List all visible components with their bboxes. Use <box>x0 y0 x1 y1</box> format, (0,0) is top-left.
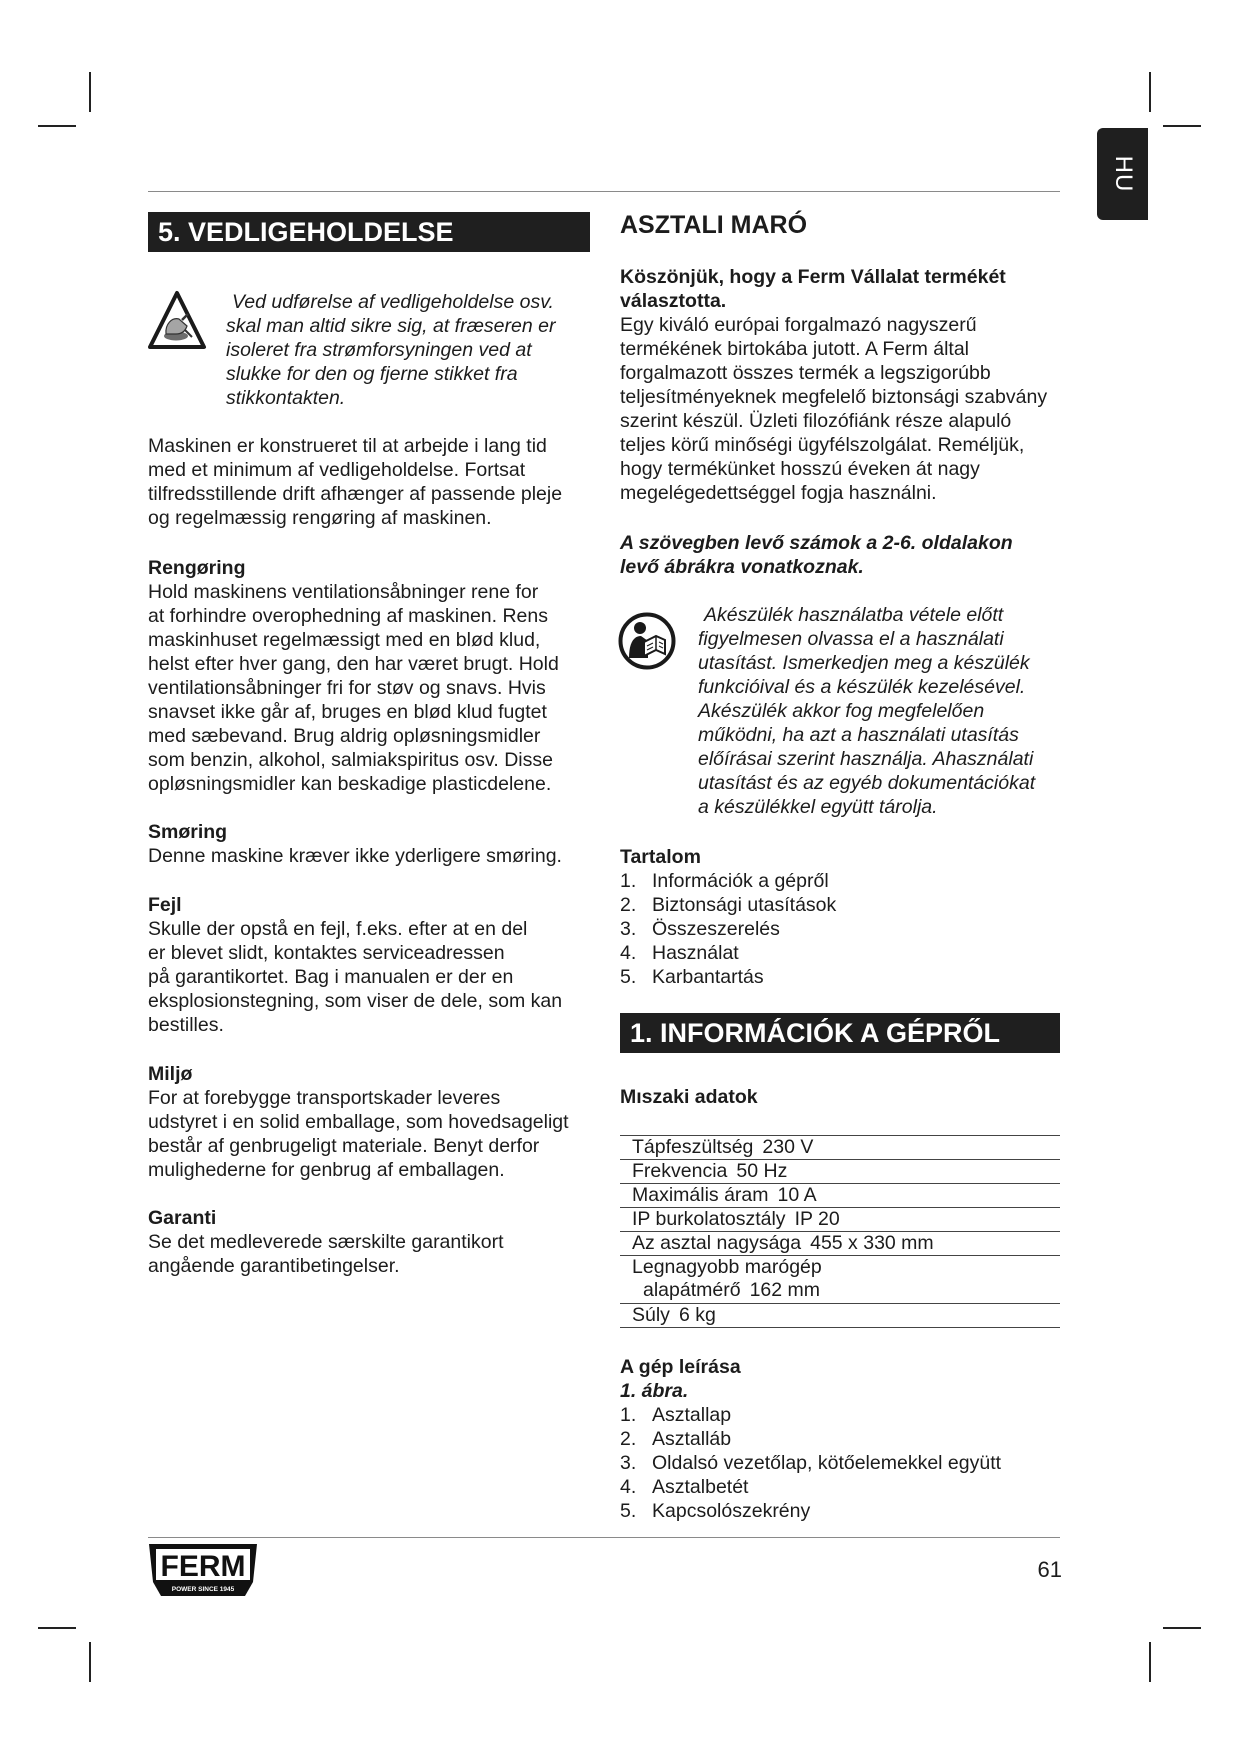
paragraph-line: Hold maskinens ventilationsåbninger rene for <box>148 581 539 603</box>
section-heading: Smøring <box>148 821 228 843</box>
maintenance-intro <box>148 434 562 530</box>
read-manual-icon <box>617 611 677 676</box>
section-faults <box>148 893 562 1037</box>
section-heading: Rengøring <box>148 557 246 579</box>
notice-line: funkcióival és a készülék kezelésével. <box>698 676 1026 698</box>
spec-label: Maximális áram <box>632 1184 769 1206</box>
paragraph-line: med et minimum af vedligeholdelse. Fortsat <box>148 459 526 481</box>
list-number: 2. <box>620 894 637 916</box>
thanks-line: választotta. <box>620 290 727 312</box>
logo-wordmark: FERM <box>160 1550 246 1583</box>
spec-value: 50 Hz <box>736 1160 788 1182</box>
list-item <box>620 1499 1001 1523</box>
crop-mark <box>1149 72 1151 112</box>
spec-label: IP burkolatosztály <box>632 1208 786 1230</box>
warning-triangle-icon <box>146 289 208 358</box>
table-row <box>620 1304 1060 1328</box>
paragraph-line: som benzin, alkohol, salmiakspiritus osv. Disse <box>148 749 553 771</box>
notice-line: működni, ha azt a használati utasítás <box>698 724 1019 746</box>
list-item <box>620 1451 1001 1475</box>
paragraph-line: Egy kiváló európai forgalmazó nagyszerű <box>620 314 977 336</box>
paragraph-line: helst efter hver gang, den har været brugt. Hold <box>148 653 559 675</box>
spec-label: Legnagyobb marógép <box>632 1256 822 1278</box>
paragraph-line: ventilationsåbninger fri for støv og snavs. Hvis <box>148 677 546 699</box>
list-item <box>620 1403 1001 1427</box>
spec-value: 10 A <box>777 1184 817 1206</box>
list-text: Karbantartás <box>652 966 764 988</box>
spec-value: 230 V <box>762 1136 814 1158</box>
paragraph-line: Skulle der opstå en fejl, f.eks. efter at en del <box>148 918 528 940</box>
notice-line: utasítást és az egyéb dokumentációkat <box>698 772 1036 794</box>
description-heading: A gép leírása <box>620 1356 741 1378</box>
crop-mark <box>1163 1627 1201 1629</box>
spec-label: Súly <box>632 1304 670 1326</box>
list-text: Összeszerelés <box>652 918 780 940</box>
list-number: 3. <box>620 918 637 940</box>
notice-line: a készülékkel együtt tárolja. <box>698 796 938 818</box>
paragraph-line: at forhindre overophedning af maskinen. Rens <box>148 605 548 627</box>
paragraph-line: forgalmazott összes termék a legszigorúbb <box>620 362 991 384</box>
list-text: Oldalsó vezetőlap, kötőelemekkel együtt <box>652 1452 1002 1474</box>
spec-label: Az asztal nagysága <box>632 1232 802 1254</box>
notice-line: utasítást. Ismerkedjen meg a készülék <box>698 652 1030 674</box>
paragraph-line: angående garantibetingelser. <box>148 1255 400 1277</box>
list-number: 5. <box>620 1500 637 1522</box>
language-tab-label: HU <box>1109 155 1137 193</box>
table-row <box>620 1232 1060 1256</box>
list-text: Információk a gépről <box>652 870 829 892</box>
paragraph-line: med sæbevand. Brug aldrig opløsningsmidler <box>148 725 541 747</box>
list-text: Használat <box>652 942 739 964</box>
paragraph-line: er blevet slidt, kontaktes serviceadressen <box>148 942 505 964</box>
table-row <box>620 1184 1060 1208</box>
paragraph-line: szerint készül. Üzleti filozófiánk része alapuló <box>620 410 1012 432</box>
list-number: 4. <box>620 942 637 964</box>
table-row <box>620 1160 1060 1184</box>
paragraph-line: Denne maskine kræver ikke yderligere smøring. <box>148 845 562 867</box>
note-line: levő ábrákra vonatkoznak. <box>620 556 864 578</box>
list-text: Kapcsolószekrény <box>652 1500 811 1522</box>
notice-line: Ved udførelse af vedligeholdelse osv. <box>232 291 554 313</box>
specs-heading: Mıszaki adatok <box>620 1086 758 1108</box>
section-title-machine-info: 1. INFORMÁCIÓK A GÉPRŐL <box>620 1013 1060 1053</box>
list-text: Asztalbetét <box>652 1476 749 1498</box>
notice-line: figyelmesen olvassa el a használati <box>698 628 1004 650</box>
product-title: ASZTALI MARÓ <box>620 211 808 239</box>
paragraph-line: udstyret i en solid emballage, som hovedsageligt <box>148 1111 569 1133</box>
section-cleaning <box>148 556 559 796</box>
section-lubrication <box>148 820 562 868</box>
paragraph-line: snavset ikke går af, bruges en blød klud fugtet <box>148 701 547 723</box>
manual-notice <box>698 603 1035 819</box>
list-item <box>620 893 836 917</box>
list-item <box>620 965 836 989</box>
paragraph-line: på garantikortet. Bag i manualen er der en <box>148 966 514 988</box>
list-item <box>620 869 836 893</box>
spec-value: 162 mm <box>749 1279 821 1302</box>
notice-line: skal man altid sikre sig, at fræseren er <box>226 315 556 337</box>
bottom-divider <box>148 1537 1060 1538</box>
figure-label: 1. ábra. <box>620 1380 689 1402</box>
list-number: 3. <box>620 1452 637 1474</box>
paragraph-line: og regelmæssig rengøring af maskinen. <box>148 507 492 529</box>
spec-label-continued: alapátmérő <box>643 1279 741 1302</box>
paragraph-line: megelégedettséggel fogja használni. <box>620 482 937 504</box>
crop-mark <box>1163 125 1201 127</box>
list-number: 4. <box>620 1476 637 1498</box>
paragraph-line: For at forebygge transportskader leveres <box>148 1087 501 1109</box>
note-line: A szövegben levő számok a 2-6. oldalakon <box>620 532 1013 554</box>
list-item <box>620 917 836 941</box>
section-title-maintenance: 5. VEDLIGEHOLDELSE <box>148 212 590 252</box>
contents-list <box>620 845 836 989</box>
crop-mark <box>38 125 76 127</box>
logo-tagline: POWER SINCE 1945 <box>171 1586 235 1593</box>
list-number: 1. <box>620 870 637 892</box>
section-warranty <box>148 1206 504 1278</box>
paragraph-line: Maskinen er konstrueret til at arbejde i lang tid <box>148 435 547 457</box>
list-item <box>620 1475 1001 1499</box>
notice-line: stikkontakten. <box>226 387 346 409</box>
paragraph-line: hogy termékünket hosszú éveken át nagy <box>620 458 980 480</box>
list-item <box>620 1427 1001 1451</box>
section-heading: Miljø <box>148 1063 193 1085</box>
paragraph-line: består af genbrugeligt materiale. Benyt derfor <box>148 1135 540 1157</box>
paragraph-line: tilfredsstillende drift afhænger af passende pleje <box>148 483 563 505</box>
list-text: Asztallap <box>652 1404 732 1426</box>
notice-line: slukke for den og fjerne stikket fra <box>226 363 518 385</box>
paragraph-line: mulighederne for genbrug af emballagen. <box>148 1159 505 1181</box>
paragraph-line: opløsningsmidler kan beskadige plasticdelene. <box>148 773 552 795</box>
notice-line: Akészülék akkor fog megfelelően <box>698 700 985 722</box>
paragraph-line: Se det medleverede særskilte garantikort <box>148 1231 504 1253</box>
list-text: Biztonsági utasítások <box>652 894 837 916</box>
specs-heading-block <box>620 1085 758 1109</box>
table-row <box>620 1256 1060 1304</box>
notice-line: isoleret fra strømforsyningen ved at <box>226 339 532 361</box>
list-item <box>620 941 836 965</box>
crop-mark <box>89 72 91 112</box>
section-environment <box>148 1062 569 1182</box>
list-number: 2. <box>620 1428 637 1450</box>
section-heading: Garanti <box>148 1207 217 1229</box>
paragraph-line: teljesítményeknek megfelelő biztonsági szabvány <box>620 386 1048 408</box>
notice-line: Akészülék használatba vétele előtt <box>704 604 1004 626</box>
paragraph-line: teljes körű minőségi ügyfélszolgálat. Reméljük, <box>620 434 1025 456</box>
list-number: 1. <box>620 1404 637 1426</box>
contents-heading: Tartalom <box>620 846 701 868</box>
paragraph-line: termékének birtokába jutott. A Ferm által <box>620 338 970 360</box>
paragraph-line: bestilles. <box>148 1014 224 1036</box>
spec-value: 455 x 330 mm <box>810 1232 934 1254</box>
specs-table <box>620 1135 1060 1328</box>
thanks-paragraph <box>620 265 1047 505</box>
paragraph-line: eksplosionstegning, som viser de dele, som kan <box>148 990 563 1012</box>
top-divider <box>148 191 1060 192</box>
machine-description <box>620 1355 1001 1523</box>
notice-line: előírásai szerint használja. Ahasználati <box>698 748 1034 770</box>
spec-label: Frekvencia <box>632 1160 728 1182</box>
crop-mark <box>1149 1642 1151 1682</box>
language-tab <box>1097 128 1148 220</box>
crop-mark <box>89 1642 91 1682</box>
section-heading: Fejl <box>148 894 182 916</box>
spec-value: IP 20 <box>794 1208 840 1230</box>
paragraph-line: maskinhuset regelmæssigt med en blød klud, <box>148 629 541 651</box>
crop-mark <box>38 1627 76 1629</box>
figure-reference-note <box>620 531 1013 579</box>
table-row <box>620 1136 1060 1160</box>
thanks-line: Köszönjük, hogy a Ferm Vállalat termékét <box>620 266 1006 288</box>
spec-label: Tápfeszültség <box>632 1136 754 1158</box>
table-row <box>620 1208 1060 1232</box>
spec-value: 6 kg <box>678 1304 716 1326</box>
ferm-logo <box>147 1542 259 1603</box>
warning-notice <box>226 290 555 410</box>
page-number: 61 <box>1037 1557 1062 1582</box>
list-text: Asztalláb <box>652 1428 732 1450</box>
list-number: 5. <box>620 966 637 988</box>
